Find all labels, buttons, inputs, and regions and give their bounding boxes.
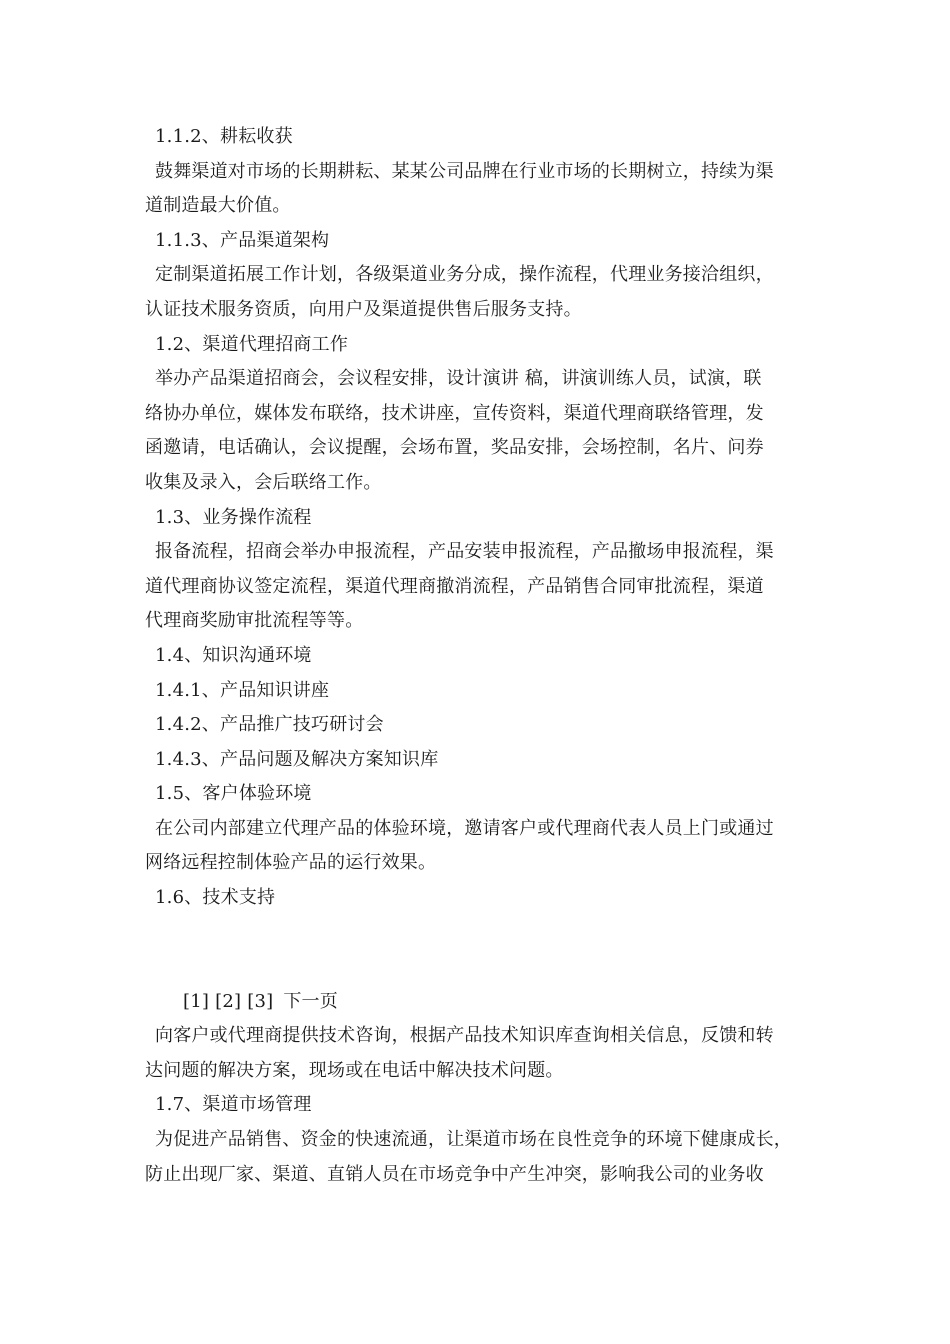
paragraph-line: 向客户或代理商提供技术咨询，根据产品技术知识库查询相关信息，反馈和转 bbox=[155, 1025, 774, 1047]
page-link-3[interactable]: [3] bbox=[247, 990, 274, 1012]
spacer bbox=[145, 916, 815, 985]
heading-1-1-3: 1.1.3、产品渠道架构 bbox=[155, 229, 330, 251]
paragraph-line: 道制造最大价值。 bbox=[145, 195, 291, 217]
paragraph-line: 收集及录入，会后联络工作。 bbox=[145, 471, 382, 493]
paragraph-line: 在公司内部建立代理产品的体验环境，邀请客户或代理商代表人员上门或通过 bbox=[155, 817, 774, 839]
heading-1-4-2: 1.4.2、产品推广技巧研讨会 bbox=[155, 714, 384, 736]
paragraph-line: 网络远程控制体验产品的运行效果。 bbox=[145, 852, 437, 874]
paragraph-line: 为促进产品销售、资金的快速流通，让渠道市场在良性竞争的环境下健康成长， bbox=[155, 1129, 792, 1151]
next-page-link[interactable]: 下一页 bbox=[283, 990, 338, 1012]
heading-1-7: 1.7、渠道市场管理 bbox=[155, 1094, 312, 1116]
paragraph-line: 报备流程，招商会举办申报流程，产品安装申报流程，产品撤场申报流程，渠 bbox=[155, 541, 774, 563]
heading-1-5: 1.5、客户体验环境 bbox=[155, 783, 312, 805]
heading-1-4: 1.4、知识沟通环境 bbox=[155, 644, 312, 666]
paragraph-line: 认证技术服务资质，向用户及渠道提供售后服务支持。 bbox=[145, 298, 582, 320]
paragraph-line: 达问题的解决方案，现场或在电话中解决技术问题。 bbox=[145, 1059, 564, 1081]
heading-1-1-2: 1.1.2、耕耘收获 bbox=[155, 126, 293, 147]
paragraph-line: 举办产品渠道招商会，会议程安排，设计演讲 稿，讲演训练人员，试演，联 bbox=[155, 368, 762, 390]
heading-1-4-3: 1.4.3、产品问题及解决方案知识库 bbox=[155, 748, 439, 770]
paragraph-line: 代理商奖励审批流程等等。 bbox=[145, 610, 364, 632]
paragraph-line: 函邀请，电话确认，会议提醒，会场布置，奖品安排，会场控制，名片、问券 bbox=[145, 437, 764, 459]
paragraph-line: 防止出现厂家、渠道、直销人员在市场竞争中产生冲突，影响我公司的业务收 bbox=[145, 1163, 764, 1185]
heading-1-4-1: 1.4.1、产品知识讲座 bbox=[155, 679, 330, 701]
paragraph-line: 定制渠道拓展工作计划，各级渠道业务分成，操作流程，代理业务接洽组织， bbox=[155, 264, 774, 286]
heading-1-3: 1.3、业务操作流程 bbox=[155, 506, 312, 528]
document-page bbox=[145, 120, 815, 1192]
paragraph-line: 鼓舞渠道对市场的长期耕耘、某某公司品牌在行业市场的长期树立，持续为渠 bbox=[155, 160, 774, 182]
pagination bbox=[145, 985, 815, 1020]
paragraph-line: 络协办单位，媒体发布联络，技术讲座，宣传资料，渠道代理商联络管理，发 bbox=[145, 402, 764, 424]
heading-1-6: 1.6、技术支持 bbox=[155, 887, 276, 909]
page-link-2[interactable]: [2] bbox=[215, 990, 242, 1012]
heading-1-2: 1.2、渠道代理招商工作 bbox=[155, 333, 349, 355]
page-link-1[interactable]: [1] bbox=[183, 990, 210, 1012]
paragraph-line: 道代理商协议签定流程，渠道代理商撤消流程，产品销售合同审批流程，渠道 bbox=[145, 575, 764, 597]
